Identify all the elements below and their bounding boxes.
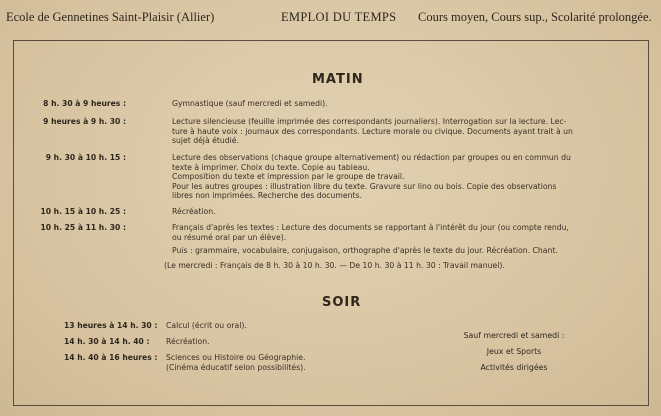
soir-time-1: 13 heures à 14 h. 30 :: [64, 321, 158, 330]
soir-text-3: [166, 353, 306, 373]
soir-title: SOIR: [322, 295, 362, 310]
matin-line: Français d'après les textes : Lecture des documents se rapportant à l'intérêt du jour (ou compte rendu,: [172, 223, 569, 232]
matin-line: ture à haute voix : journaux des correspondants. Lecture morale ou civique. Documents ayant trait à un: [172, 126, 573, 136]
matin-line: Lecture des observations (chaque groupe alternativement) ou rédaction par groupes ou en commun du: [172, 153, 571, 162]
matin-line: Pour les autres groupes : illustration libre du texte. Gravure sur lino ou bois. Copie des observations: [172, 181, 557, 191]
soir-line: Récréation.: [166, 337, 210, 346]
wednesday-note: (Le mercredi : Français de 8 h. 30 à 10 h. 30. — De 10 h. 30 à 11 h. 30 : Travail manuel).: [164, 261, 505, 270]
matin-text-2: [172, 117, 573, 146]
matin-line: texte à imprimer. Choix du texte. Copie au tableau.: [172, 162, 370, 172]
timetable-frame: [13, 40, 649, 406]
soir-text-2: [166, 337, 210, 347]
soir-time-2: 14 h. 30 à 14 h. 40 :: [64, 337, 150, 346]
matin-time-1: 8 h. 30 à 9 heures :: [43, 99, 126, 108]
matin-line: Récréation.: [172, 207, 216, 216]
matin-time-3: 9 h. 30 à 10 h. 15 :: [45, 153, 126, 162]
soir-line: (Cinéma éducatif selon possibilités).: [166, 362, 306, 372]
document-title: EMPLOI DU TEMPS: [281, 10, 397, 24]
matin-text-4: [172, 207, 216, 217]
matin-line: Lecture silencieuse (feuille imprimée des correspondants journaliers). Interrogation sur la lecture. Lec-: [172, 117, 567, 126]
matin-line: Puis : grammaire, vocabulaire, conjugaison, orthographe d'après le texte du jour. Récréation. Chant.: [172, 246, 558, 256]
matin-time-5: 10 h. 25 à 11 h. 30 :: [40, 223, 126, 232]
matin-time-4: 10 h. 15 à 10 h. 25 :: [40, 207, 126, 216]
matin-line: Composition du texte et impression par le groupe de travail.: [172, 172, 405, 182]
matin-text-5: [172, 223, 569, 256]
soir-line: Calcul (écrit ou oral).: [166, 321, 247, 330]
school-name: Ecole de Gennetines Saint-Plaisir (Allier): [6, 10, 215, 24]
matin-line: Gymnastique (sauf mercredi et samedi).: [172, 99, 328, 108]
matin-text-1: [172, 99, 328, 109]
soir-line: Sciences ou Histoire ou Géographie.: [166, 353, 306, 362]
activities-sports: Jeux et Sports: [486, 347, 542, 356]
class-levels: Cours moyen, Cours sup., Scolarité prolongée.: [418, 10, 652, 24]
matin-line: libres non imprimées. Recherche des documents.: [172, 191, 362, 201]
matin-line: ou résumé oral par un élève).: [172, 232, 287, 242]
matin-time-2: 9 heures à 9 h. 30 :: [43, 117, 126, 126]
activities-condition: Sauf mercredi et samedi :: [463, 331, 565, 340]
soir-time-3: 14 h. 40 à 16 heures :: [64, 353, 158, 362]
matin-line: sujet déjà étudié.: [172, 136, 239, 146]
soir-text-1: [166, 321, 247, 331]
activities-directed: Activités dirigées: [480, 363, 548, 372]
matin-title: MATIN: [312, 72, 364, 87]
matin-text-3: [172, 153, 571, 201]
